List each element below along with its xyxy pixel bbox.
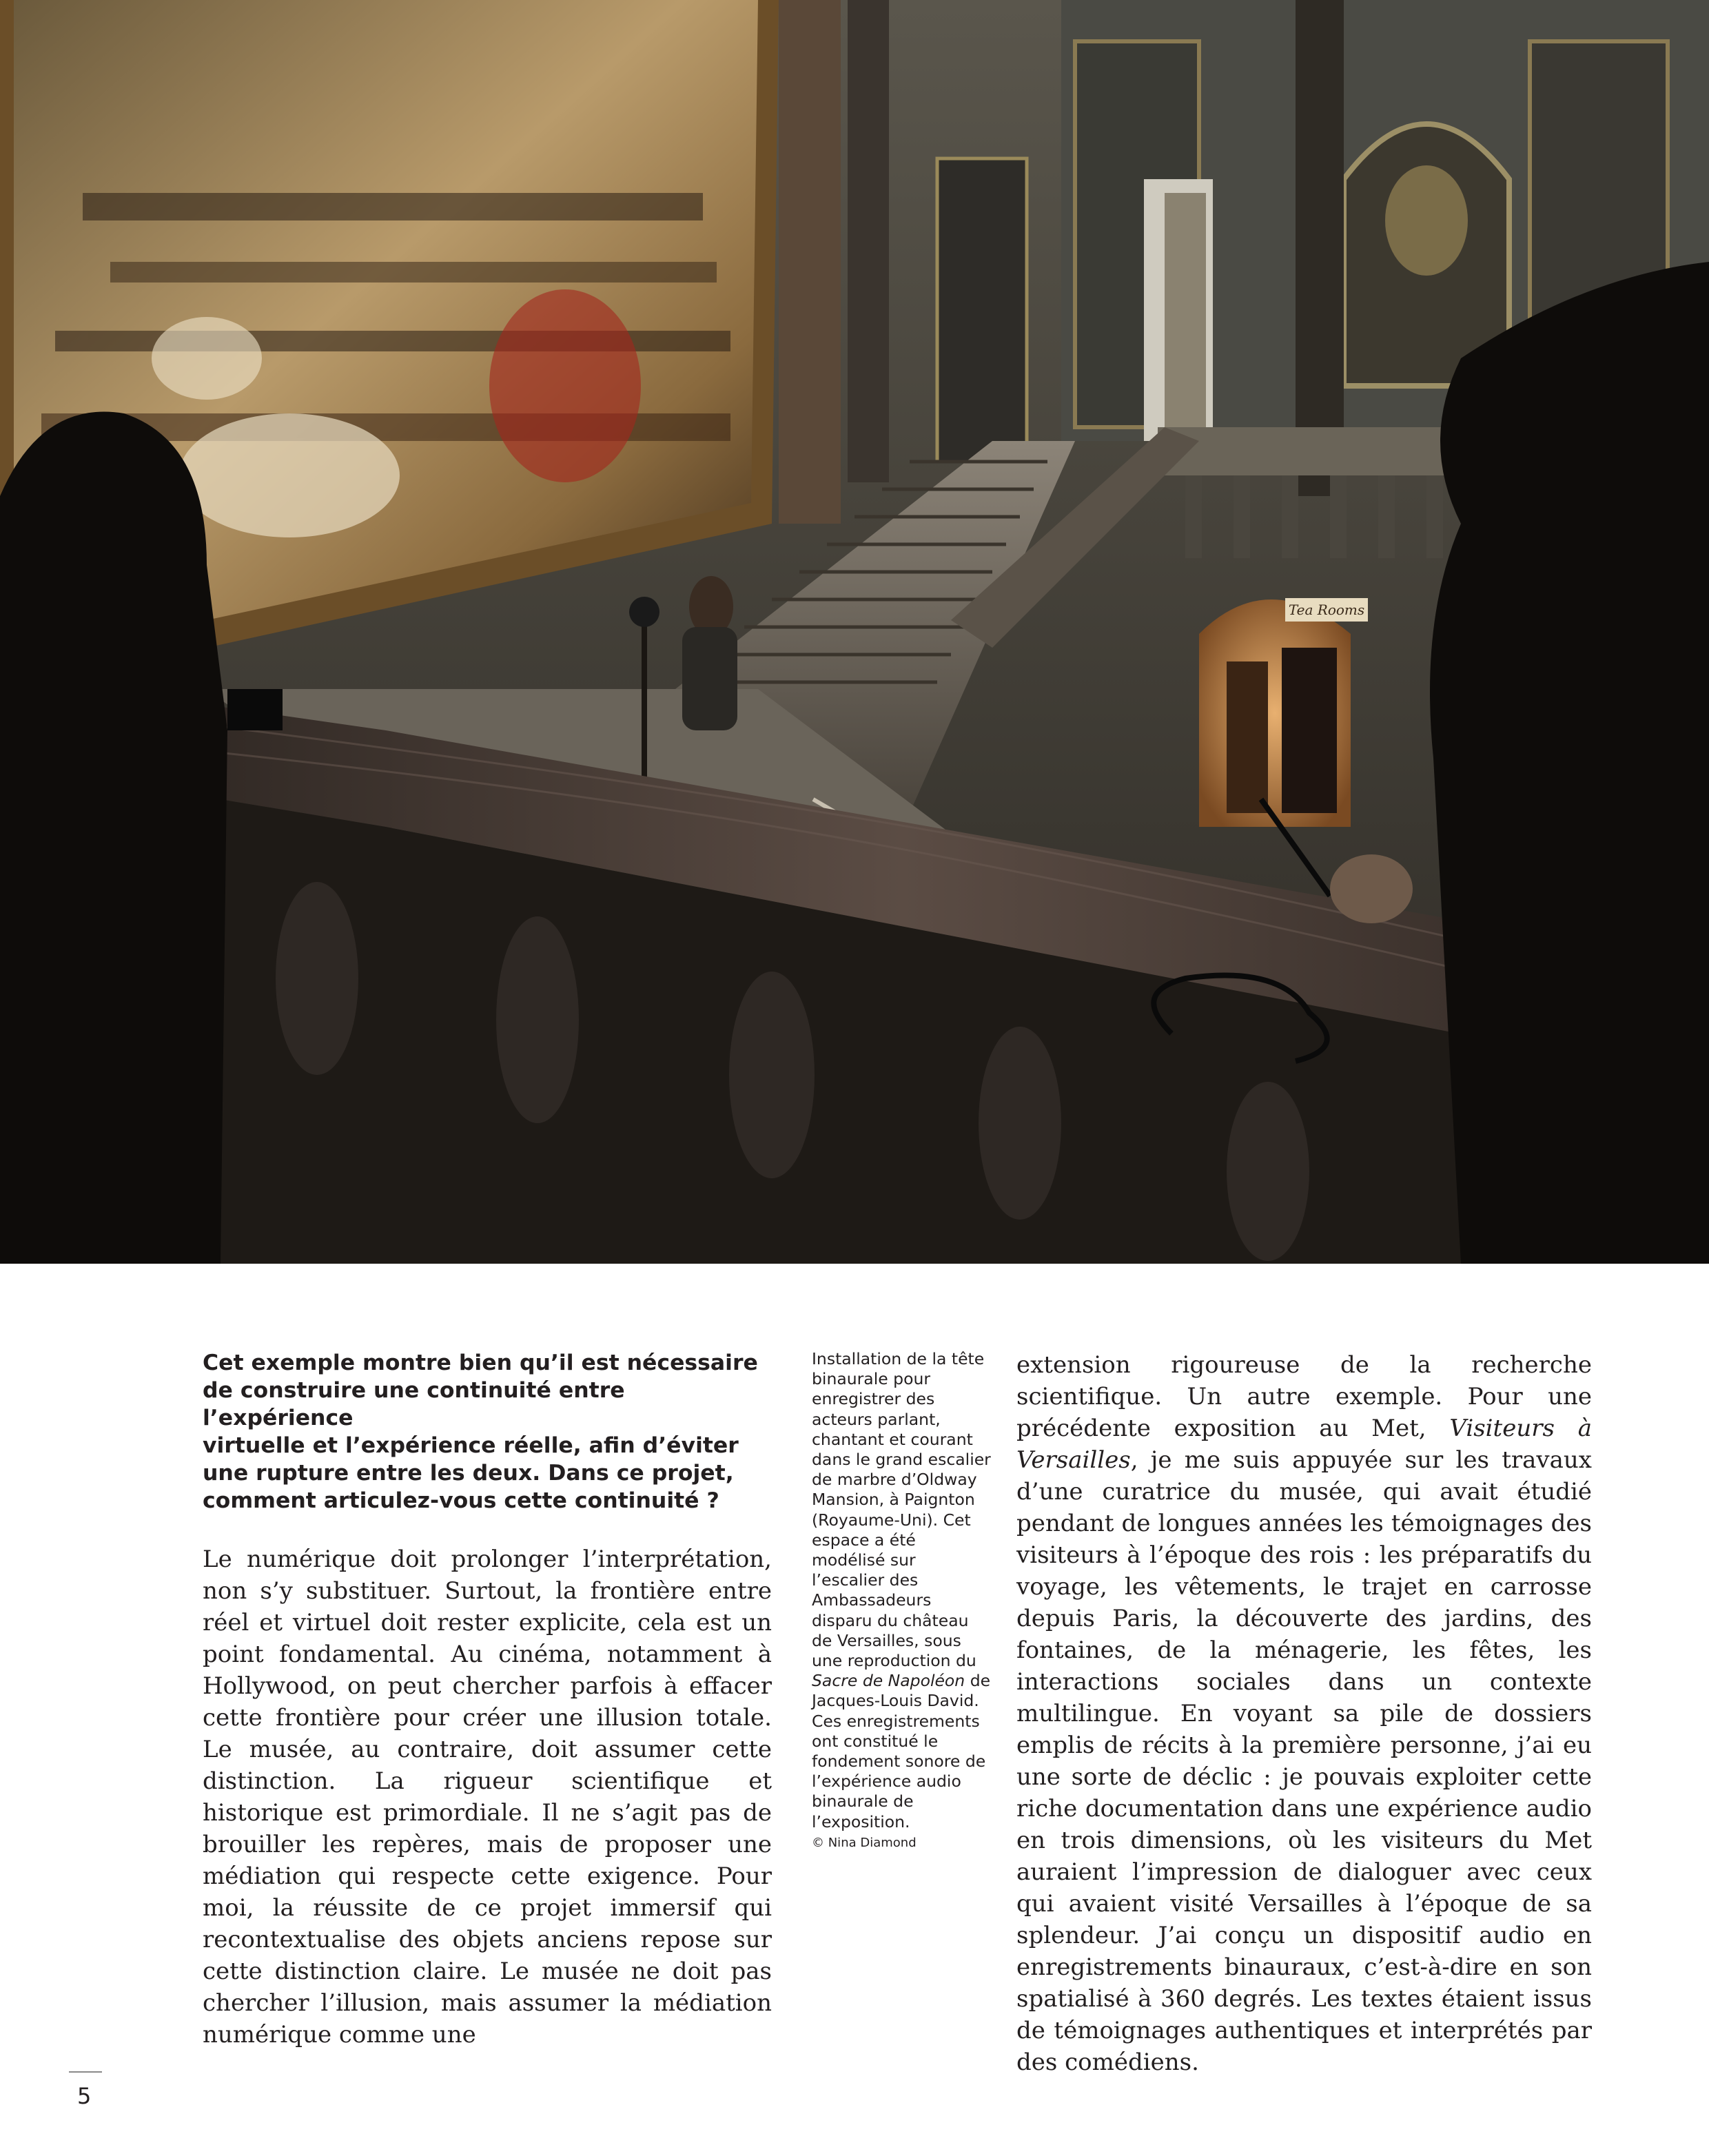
photo-credit: © Nina Diamond: [812, 1835, 917, 1850]
tea-rooms-sign: Tea Rooms: [1288, 602, 1365, 618]
exhibition-title: Visiteurs à Versailles: [1016, 1415, 1592, 1474]
interview-question: Cet exemple montre bien qu’il est nécessaire de construire une continuité entre l’expérience virtuelle et l’expérience réelle, afin d’éviter une rupture entre les deux. Dans ce projet, comment articulez-vous cette continuité ?: [203, 1351, 758, 1513]
answer-right-part-2: , je me suis appuyée sur les travaux d’une curatrice du musée, qui avait étudié pendant de longues années les témoignages des visiteurs à l’époque des rois : les préparatifs du voyage, les vêtements, le trajet en carrosse depuis Paris, la découverte des jardins, des fontaines, de la ménagerie, les fêtes, les interactions sociales dans un contexte multilingue. En voyant sa pile de dossiers emplis de récits à la première personne, j’ai eu une sorte de déclic : je pouvais exploiter cette riche documentation dans une expérience audio en trois dimensions, où les visiteurs du Met auraient l’impression de dialoguer avec ceux qui avaient visité Versailles à l’époque de sa splendeur. J’ai conçu un dispositif audio en enregistrements binauraux, c’est-à-dire en son spatialisé à 360 degrés. Les textes étaient issus de témoignages authentiques et interprétés par des comédiens.: [1016, 1446, 1592, 2076]
page-number: 5: [77, 2083, 92, 2109]
answer-text-right: [1016, 1349, 1592, 2078]
right-column: [1016, 1349, 1592, 2078]
caption-part-1: Installation de la tête binaurale pour enregistrer des acteurs parlant, chantant et courant dans le grand escalier de marbre d’Oldway Mansion, à Paignton (Royaume-Uni). Cet espace a été modélisé sur l’escalier des Ambassadeurs disparu du château de Versailles, sous une reproduction du: [812, 1349, 991, 1671]
answer-right-part-1: extension rigoureuse de la recherche scientifique. Un autre exemple. Pour une précédente exposition au Met,: [1016, 1351, 1592, 1442]
answer-text-left: Le numérique doit prolonger l’interprétation, non s’y substituer. Surtout, la frontière entre réel et virtuel doit rester explicite, cela est un point fondamental. Au cinéma, notamment à Hollywood, on peut chercher parfois à effacer cette frontière pour créer une illusion totale. Le musée, au contraire, doit assumer cette distinction. La rigueur scientifique et historique est primordiale. Il ne s’agit pas de brouiller les repères, mais de proposer une médiation qui respecte cette exigence. Pour moi, la réussite de ce projet immersif qui recontextualise des objets anciens repose sur cette distinction claire. Le musée ne doit pas chercher l’illusion, mais assumer la médiation numérique comme une: [203, 1546, 772, 2049]
caption-text: [812, 1349, 992, 1832]
photo-caption: [812, 1349, 992, 1851]
left-column: [203, 1349, 772, 2051]
caption-artwork-title: Sacre de Napoléon: [812, 1671, 965, 1691]
folio-rule: [69, 2071, 102, 2073]
caption-part-2: de Jacques-Louis David. Ces enregistrements ont constitué le fondement sonore de l’expérience audio binaurale de l’exposition.: [812, 1671, 991, 1831]
